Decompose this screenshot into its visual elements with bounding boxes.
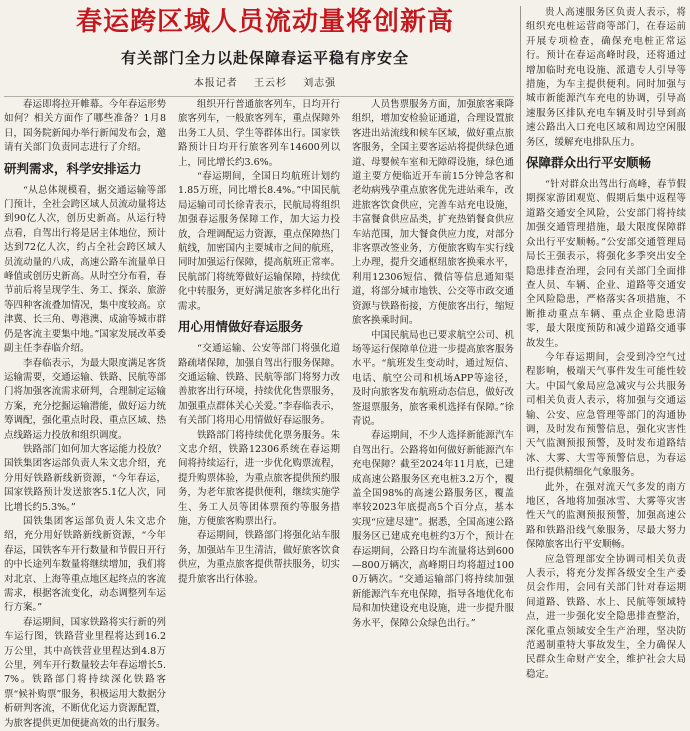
section-heading: 用心用情做好春运服务 (178, 319, 304, 335)
paragraph: 春运期间，铁路部门将强化站车服务，加强站车卫生清洁，做好旅客饮食供应，为重点旅客提供帮扶服务，切实提升旅客出行体验。 (178, 530, 340, 585)
column-3 (352, 98, 514, 629)
byline-label: 本报记者 (193, 78, 238, 89)
paragraph: “交通运输、公安等部门将强化道路疏堵保障，加强自驾出行服务保障。交通运输、铁路、民航等部门将努力改善旅客出行环境，持续优化售票服务，加强重点群体关心关爱。”李春临表示，有关部门将用心用情做好春运服务。 (178, 343, 340, 427)
byline-author-1: 王云杉 (254, 78, 287, 89)
paragraph: 此外，在强对流天气多发的南方地区，各地将加强冰雪、大雾等灾害性天气的监测预报预警，加强高速公路和铁路沿线气象服务，尽最大努力保障旅客出行平安顺畅。 (526, 481, 686, 551)
column-1 (4, 98, 166, 729)
paragraph: 春运即将拉开帷幕。今年春运形势如何？相关方面作了哪些准备？1月8日，国务院新闻办举行新闻发布会，邀请有关部门负责同志进行了介绍。 (4, 99, 166, 154)
headline: 春运跨区域人员流动量将创新高 (75, 7, 454, 37)
paragraph: 中国民航局也已要求航空公司、机场等运行保障单位进一步提高旅客服务水平。“航班发生变动时，通过短信、电话、航空公司和机场APP等途径，及时向旅客发布航班动态信息，做好改签退票服务，旅客乘机选择有保障。”徐青说。 (352, 329, 514, 427)
paragraph: 今年春运期间，会受到冷空气过程影响，极端天气事件发生可能性较大。中国气象局应急减灾与公共服务司相关负责人表示，将加强与交通运输、公安、应急管理等部门的沟通协调，及时发布预警信息，强化灾害性天气监测预报预警，及时发布道路结冰、大雾、大雪等预警信息，为春运出行提供精细化气象服务。 (526, 351, 686, 479)
paragraph: 铁路部门如何加大客运能力投放？国铁集团客运部负责人朱文忠介绍，充分用好铁路新线新资源，“今年春运，国家铁路预计发送旅客5.1亿人次，同比增长约5.3%。” (4, 443, 166, 513)
paragraph: “春运期间，全国日均航班计划约1.85万班，同比增长8.4%。”中国民航局运输司司长徐青表示，民航局将组织加强春运服务保障工作，加大运力投放，合理调配运力资源，重点保障热门航线，加密国内主要城市之间的航班，同时加强运行保障，提高航班正常率。民航部门将统筹做好运输保障，持续优化中转服务，更好满足旅客多样化出行需求。 (178, 171, 340, 312)
paragraph: “从总体规模看，据交通运输等部门预计，全社会跨区域人员流动量将达到90亿人次，创历史新高。从运行特点看，自驾出行将是居主体地位，预计达到72亿人次，约占全社会跨区域人员流动量的八成，高速公路车流量单日峰值或创历史新高。从时空分布看，春节前后将呈现学生、务工、探亲、旅游等四种客流叠加情况，集中度较高。京津冀、长三角、粤港澳、成渝等城市群仍是客流主要集中地。”国家发展改革委副主任李春临介绍。 (4, 184, 166, 355)
paragraph: 春运期间，不少人选择新能源汽车自驾出行。公路将如何做好新能源汽车充电保障？截至2024年11月底，已建成高速公路服务区充电桩3.2万个，覆盖全国98%的高速公路服务区，覆盖率较2023年底提高5个百分点，基本实现“应建尽建”。据悉，全国高速公路服务区已建成充电桩约3万个，预计在春运期间，公路日均车流量将达到600—800万辆次，高峰期日均将超过1000万辆次。“交通运输部门将持续加强新能源汽车充电保障，指导各地优化布局和加快建设充电设施，进一步提升服务水平，保障公众绿色出行。” (352, 430, 514, 629)
paragraph: 春运期间，国家铁路将实行新的列车运行图，铁路营业里程将达到16.2万公里，其中高铁营业里程达到4.8万公里，列车开行数量较去年春运增长5.7%。铁路部门将持续深化铁路客票“候补购票”服务，积极运用大数据分析研判客流，不断优化运力资源配置，为旅客提供更加便捷高效的出行服务。 (4, 616, 166, 729)
paragraph: 贵人高速服务区负责人表示，将组织充电桩运营商等部门，在春运前开展专项检查，确保充电桩正常运行。预计在春运高峰时段，还将通过增加临时充电设施、派遣专人引导等措施，为车主提供便利。同时加强与城市新能源汽车充电的协调，引导高速服务区排队充电车辆及时引导到高速公路出入口充电区域和周边空闲服务区，缓解充电排队压力。 (526, 7, 686, 148)
column-4 (526, 6, 686, 680)
paragraph: 人员售票服务方面，加强旅客乘降组织，增加安检验证通道，合理设置旅客进出站流线和候车区域，做好重点旅客服务，全国主要客运站将提供绿色通道、母婴候车室和无障碍设施，绿色通道主要方便临近开车前15分钟急客和老幼病残孕重点旅客优先进站乘车，改进旅客饮食供应，完善车站充电设施，丰富餐食供应品类，扩充热销餐食供应车站范围，加大餐食供应力度，对部分非客票改签业务，方便旅客购车实行线上办理，提升交通枢纽旅客换乘水平，利用12306短信、微信等信息通知渠道，将部分城市地铁、公交等市政交通资源与铁路衔接，方便旅客出行，缩短旅客换乘时间。 (352, 99, 514, 327)
byline (0, 77, 530, 91)
section-heading: 保障群众出行平安顺畅 (526, 155, 652, 171)
paragraph: 铁路部门将持续优化票务服务。朱文忠介绍，铁路12306系统在春运期间将持续运行，进一步优化购票流程，提升购票体验，为重点旅客提供预约服务，为老年旅客提供便利，继续实施学生、务工人员等团体票预约等服务措施，方便旅客购票出行。 (178, 429, 340, 527)
paragraph: 国铁集团客运部负责人朱文忠介绍，充分用好铁路新线新资源，“今年春运，国铁客车开行数量和节假日开行的中长途列车数量将继续增加，我们将对北京、上海等重点地区起终点的客流需求，根据客流变化，动态调整列车运行方案。” (4, 515, 166, 614)
section-heading: 研判需求，科学安排运力 (4, 160, 142, 176)
subheadline: 有关部门全力以赴保障春运平稳有序安全 (120, 49, 409, 67)
paragraph: 应急管理部安全协调司相关负责人表示，将充分发挥各级安全生产委员会作用，会同有关部门针对春运期间道路、铁路、水上、民航等领域特点，进一步强化安全隐患排查整治，深化重点领域安全生产治理，坚决防范遏制重特大事故发生，全力确保人民群众生命财产安全，维护社会大局稳定。 (526, 553, 686, 680)
paragraph: 李春临表示，为最大限度满足客货运输需要，交通运输、铁路、民航等部门将加强客流需求研判，合理制定运输方案，充分挖掘运输潜能，做好运力统筹调配，强化重点时段、重点区域、热点线路运力投放和组织调度。 (4, 357, 166, 441)
paragraph: 组织开行普通旅客列车，日均开行旅客列车，一般旅客列车，重点保障外出务工人员、学生等群体出行。国家铁路预计日均开行旅客列车14600列以上，同比增长约3.6%。 (178, 99, 340, 168)
column-2 (178, 98, 340, 585)
column-divider (520, 6, 521, 450)
paragraph: “针对群众出驾出行高峰，春节假期探家游团观览、假期后集中返程等道路交通安全风险，公安部门将持续加强交通管理措施，最大限度保障群众出行平安顺畅。”公安部交通管理局局长王强表示，将强化多季突出安全隐患排查治理，会同有关部门全面排查人员、车辆、企业、道路等交通安全风险隐患，严格落实各项措施，不断推动重点车辆、重点企业隐患清零，最大限度预防和减少道路交通事故发生。 (526, 179, 686, 349)
byline-author-2: 刘志强 (303, 78, 337, 89)
header-divider (4, 96, 514, 97)
